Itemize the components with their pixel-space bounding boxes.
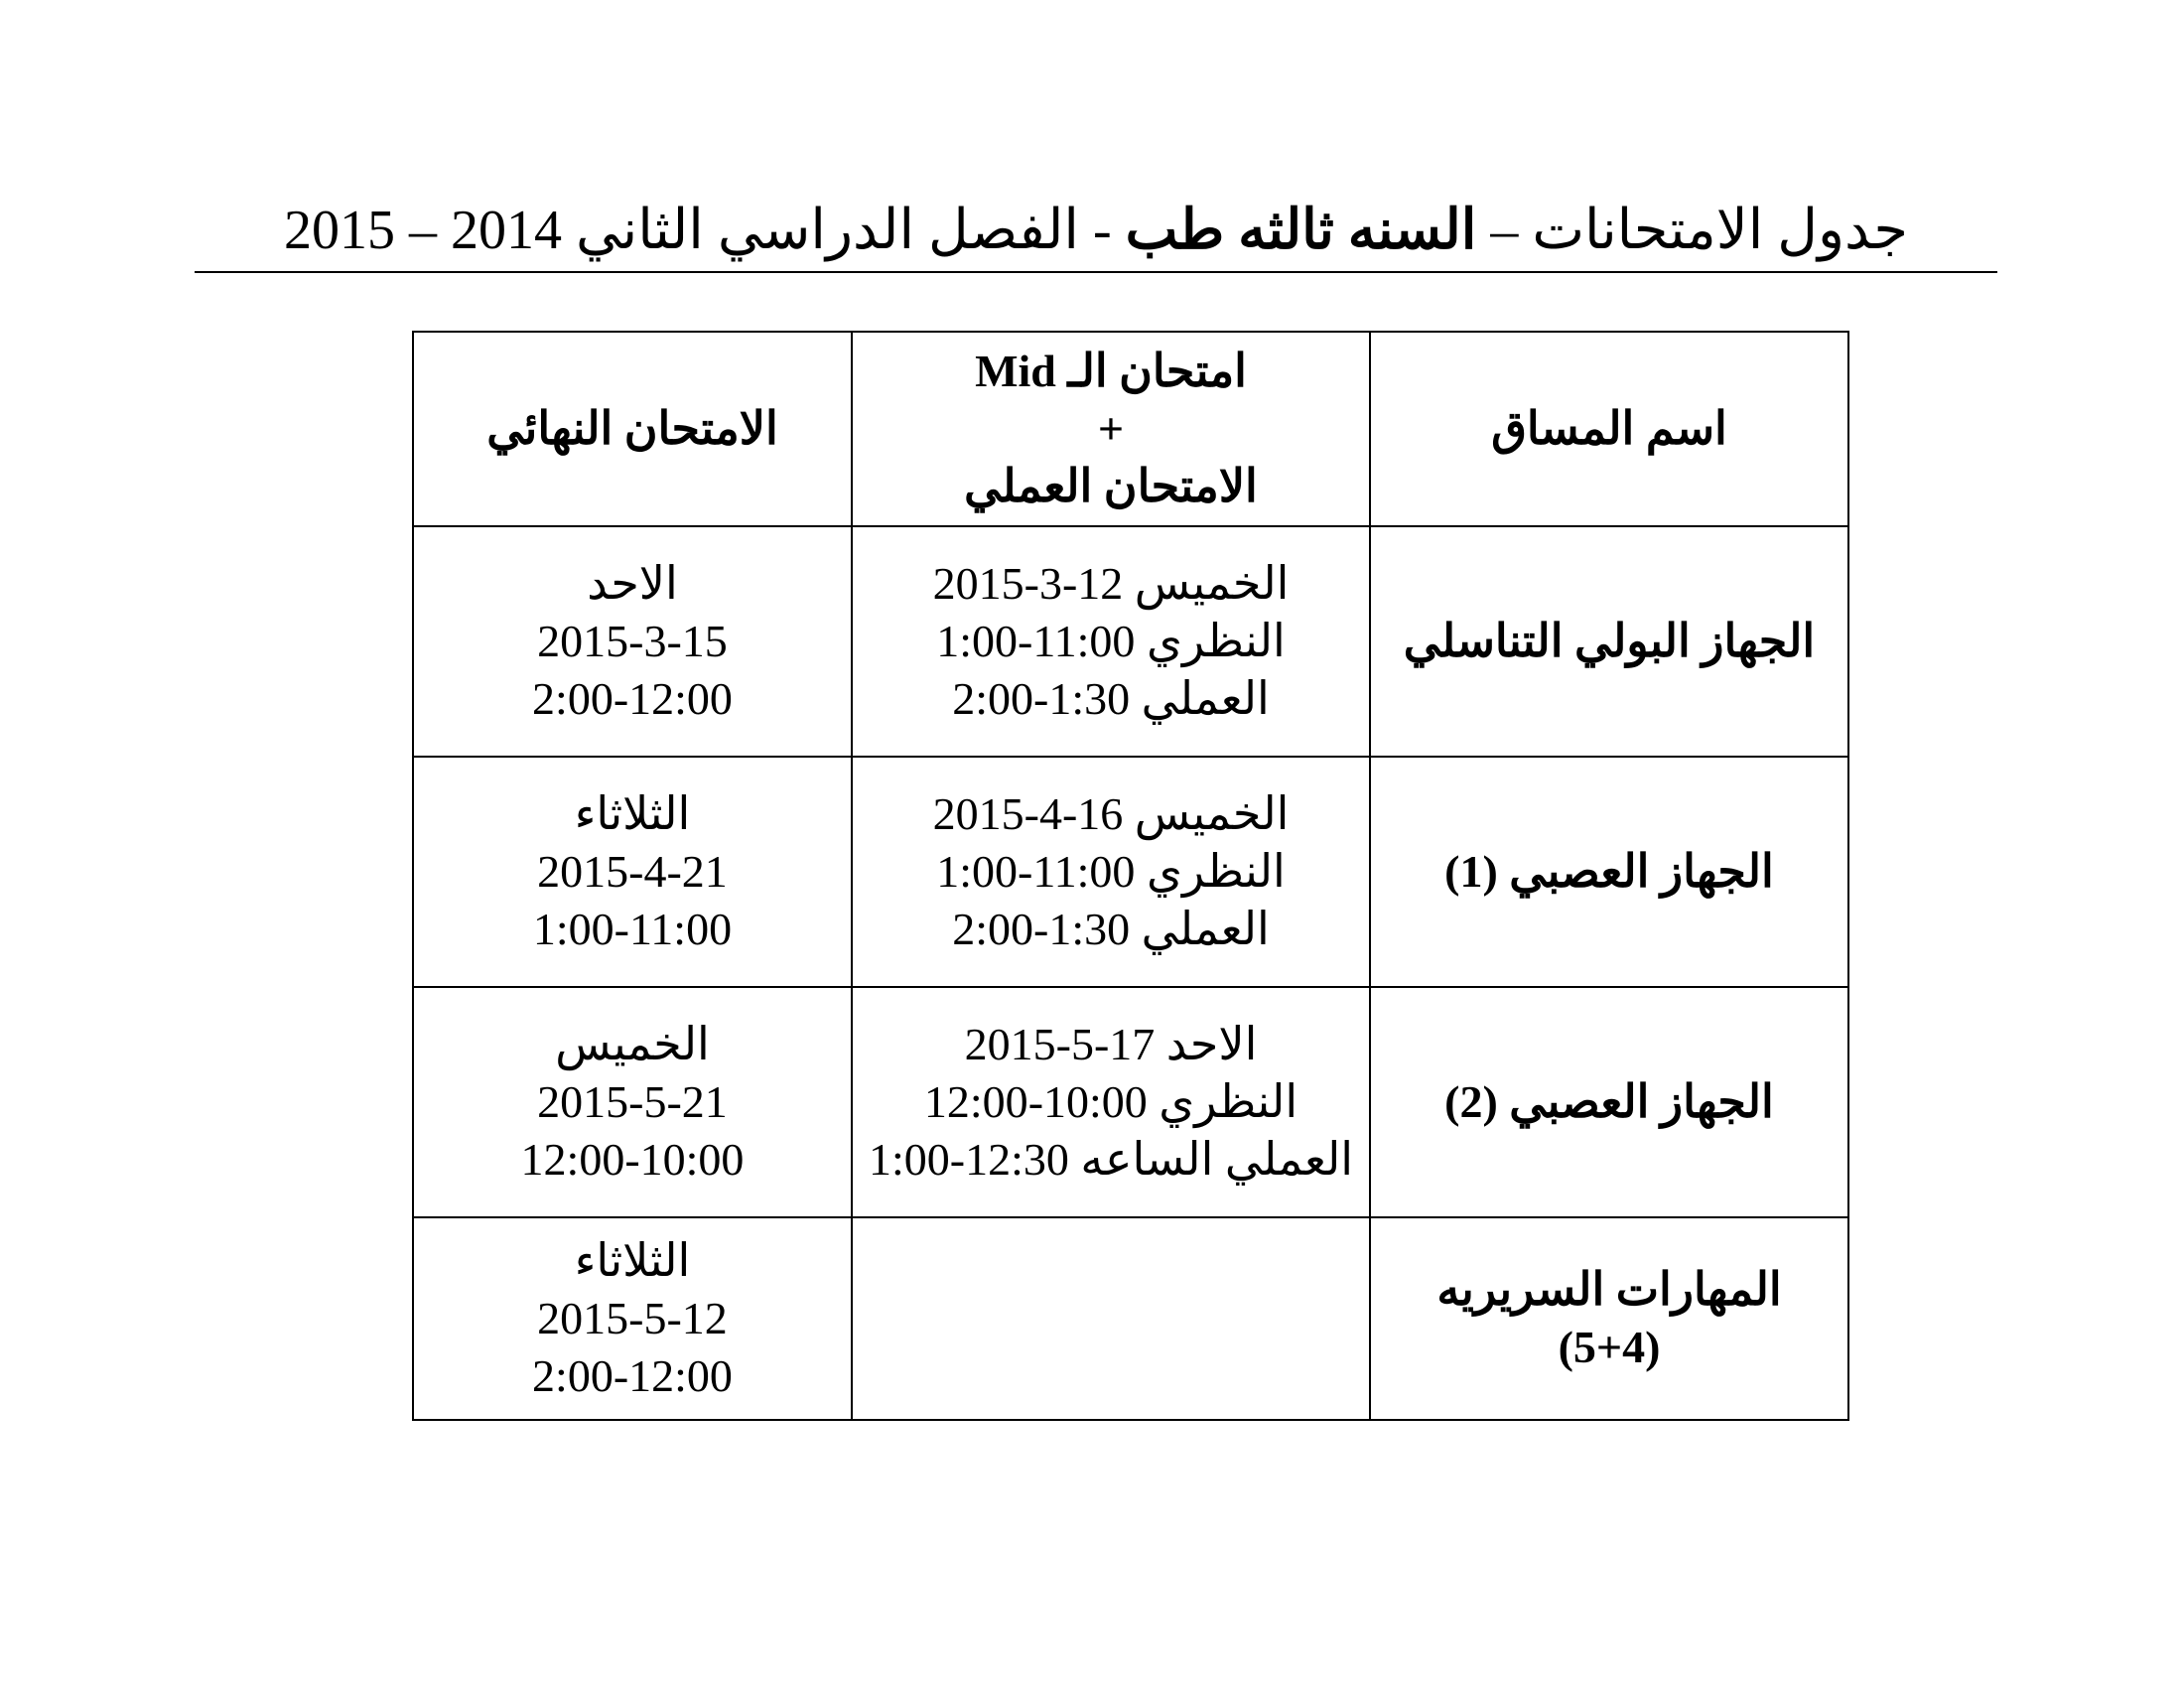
title-part-2-bold: السنه ثالثه طب (1125, 200, 1477, 261)
final-time: 2:00-12:00 (532, 1350, 733, 1401)
final-day: الثلاثاء (574, 1235, 691, 1286)
header-mid-line-1: امتحان الـ Mid (975, 346, 1247, 396)
mid-exam-cell (852, 526, 1370, 757)
header-final-exam (413, 332, 852, 526)
course-name-line-2: (5+4) (1558, 1322, 1661, 1372)
course-cell (1370, 1217, 1848, 1420)
table-header-row (413, 332, 1848, 526)
course-cell (1370, 987, 1848, 1217)
final-time: 12:00-10:00 (520, 1134, 745, 1185)
final-exam-cell (413, 757, 852, 987)
exam-schedule-table (412, 331, 1849, 1421)
header-mid-line-2: + (1097, 403, 1125, 454)
table-row (413, 757, 1848, 987)
final-date: 2015-4-21 (537, 846, 728, 897)
final-exam-cell (413, 1217, 852, 1420)
mid-exam-cell (852, 757, 1370, 987)
mid-exam-cell (852, 1217, 1370, 1420)
page-title (195, 189, 1997, 272)
course-name: المهارات السريريه (1436, 1264, 1782, 1315)
mid-date: الخميس 16-4-2015 (932, 788, 1290, 839)
mid-practical-time: العملي الساعه 12:30-1:00 (869, 1134, 1353, 1185)
title-part-3: - الفصل الدراسي الثاني 2014 – 2015 (283, 200, 1112, 261)
final-date: 2015-5-21 (537, 1076, 728, 1127)
mid-date: الخميس 12-3-2015 (932, 558, 1290, 609)
table-row (413, 526, 1848, 757)
final-date: 2015-5-12 (537, 1293, 728, 1343)
mid-practical-time: العملي 1:30-2:00 (952, 673, 1270, 724)
course-name: الجهاز البولي التناسلي (1403, 616, 1816, 666)
title-part-1: جدول الامتحانات – (1490, 200, 1909, 261)
mid-theory-time: النظري 11:00-1:00 (936, 616, 1286, 666)
final-day: الاحد (587, 558, 678, 609)
header-course-name (1370, 332, 1848, 526)
mid-date: الاحد 17-5-2015 (964, 1019, 1258, 1069)
final-exam-cell (413, 987, 852, 1217)
course-name: الجهاز العصبي (2) (1444, 1076, 1774, 1127)
header-course-label: اسم المساق (1491, 403, 1727, 454)
course-cell (1370, 757, 1848, 987)
final-day: الخميس (555, 1019, 710, 1069)
mid-theory-time: النظري 11:00-1:00 (936, 846, 1286, 897)
header-mid-line-3: الامتحان العملي (964, 461, 1258, 511)
course-name: الجهاز العصبي (1) (1444, 846, 1774, 897)
final-time: 1:00-11:00 (532, 904, 733, 954)
final-day: الثلاثاء (574, 788, 691, 839)
header-final-label: الامتحان النهائي (486, 403, 778, 454)
table-row (413, 987, 1848, 1217)
final-date: 2015-3-15 (537, 616, 728, 666)
mid-practical-time: العملي 1:30-2:00 (952, 904, 1270, 954)
mid-theory-time: النظري 10:00-12:00 (923, 1076, 1298, 1127)
final-time: 2:00-12:00 (532, 673, 733, 724)
course-cell (1370, 526, 1848, 757)
title-underline (195, 271, 1997, 273)
final-exam-cell (413, 526, 852, 757)
table-row (413, 1217, 1848, 1420)
mid-exam-cell (852, 987, 1370, 1217)
header-mid-exam (852, 332, 1370, 526)
